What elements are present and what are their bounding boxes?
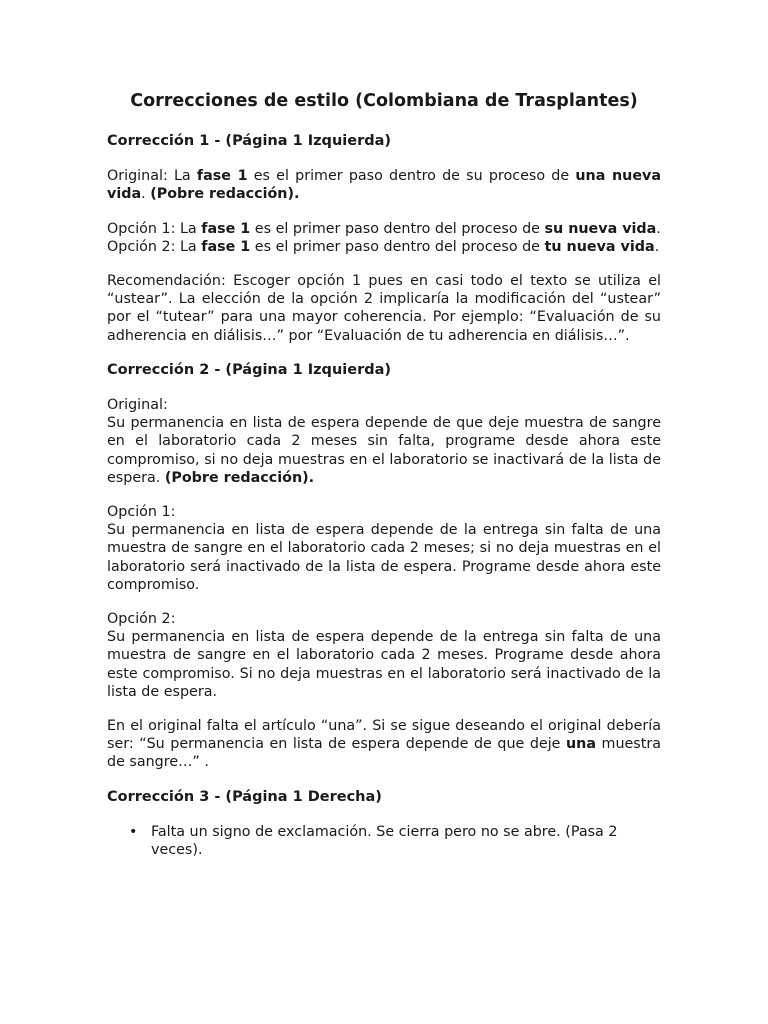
c2-note-text-c: muestra de sangre…” . (107, 736, 661, 771)
c2-option-1-label: Opción 1: (107, 504, 176, 521)
c1-option-2-paragraph (107, 238, 661, 256)
c2-note-paragraph (107, 717, 661, 772)
c1-original-text-d: . (141, 186, 151, 203)
c3-bullet-list (107, 823, 661, 859)
c1-recommendation-paragraph: Recomendación: Escoger opción 1 pues en casi todo el texto se utiliza el “ustear”. La elección de la opción 2 implicaría la modificación del “ustear” por el “tutear” para una mayor coherencia. Por ejemplo: “Evaluación de su adherencia en diálisis…” por “Evaluación de tu adherencia en diálisis…”. (107, 273, 661, 344)
c1-op1-text-a: Opción 1: La (107, 220, 202, 237)
c1-original-bold-1: fase 1 (196, 168, 248, 185)
c1-op1-bold-2: su nueva vida (544, 220, 657, 237)
c1-original-bold-2: una nueva vida (107, 168, 662, 203)
c1-op1-text-d: . (656, 220, 661, 237)
c2-original-text: Su permanencia en lista de espera depende de que deje muestra de sangre en el laboratorio cada 2 meses sin falta, programe desde ahora este compromiso, si no deja muestras en el laboratorio se inactivará de la lista de espera. (107, 415, 661, 486)
list-item-text: Falta un signo de exclamación. Se cierra pero no se abre. (Pasa 2 veces). (151, 823, 618, 859)
bullet-icon: • (129, 823, 138, 840)
c1-op2-text-d: . (654, 238, 660, 255)
document-title: Correcciones de estilo (Colombiana de Trasplantes) (130, 91, 638, 111)
c1-op1-bold-1: fase 1 (201, 220, 251, 237)
c1-op1-text-c: es el primer paso dentro del proceso de (250, 220, 545, 237)
c1-op2-text-a: Opción 2: La (107, 238, 202, 255)
c1-original-text-a: Original: La (107, 168, 197, 185)
c1-original-bold-3: (Pobre redacción). (150, 186, 300, 203)
c1-op2-text-c: es el primer paso dentro del proceso de (250, 238, 545, 255)
c2-original-label: Original: (107, 397, 168, 414)
section-heading-correccion-3: Corrección 3 - (Página 1 Derecha) (107, 788, 382, 805)
c2-option-2-paragraph: Su permanencia en lista de espera depende de la entrega sin falta de una muestra de sangre en el laboratorio cada 2 meses. Programe desde ahora este compromiso. Si no deja muestras en el laboratorio será inactivado de la lista de espera. (107, 629, 661, 700)
c1-op2-bold-1: fase 1 (201, 238, 251, 255)
c2-original-paragraph (107, 414, 661, 487)
c1-original-text-c: es el primer paso dentro de su proceso de (247, 168, 576, 185)
c1-op2-bold-2: tu nueva vida (544, 238, 655, 255)
section-heading-correccion-2: Corrección 2 - (Página 1 Izquierda) (107, 361, 392, 378)
c2-note-bold: una (565, 736, 596, 753)
c1-option-1-paragraph (107, 220, 661, 238)
section-heading-correccion-1: Corrección 1 - (Página 1 Izquierda) (107, 133, 392, 149)
c2-note-text-a: En el original falta el artículo “una”. Si se sigue deseando el original debería ser: “Su permanencia en lista de espera depende de que deje (107, 718, 661, 753)
c2-option-1-paragraph: Su permanencia en lista de espera depende de la entrega sin falta de una muestra de sangre en el laboratorio cada 2 meses; si no deja muestras en el laboratorio será inactivado de la lista de espera. Programe desde ahora este compromiso. (107, 522, 661, 593)
c2-original-bold: (Pobre redacción). (164, 469, 315, 486)
list-item (129, 823, 661, 859)
c1-original-paragraph (107, 167, 661, 203)
c2-option-2-label: Opción 2: (107, 611, 176, 628)
